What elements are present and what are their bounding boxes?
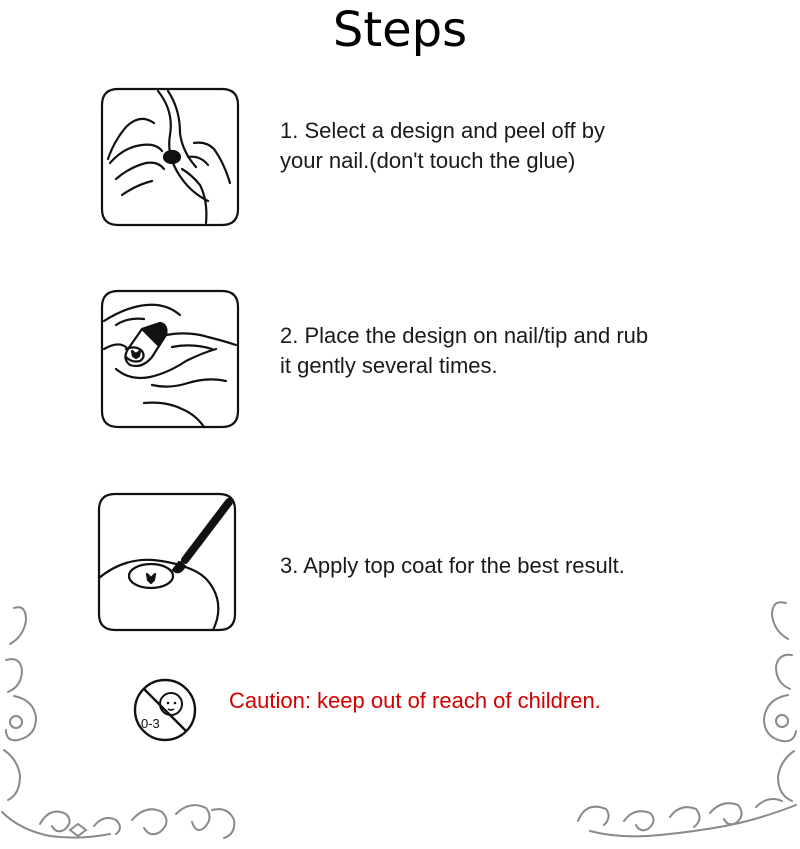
step-3-text [280, 551, 750, 581]
right-scroll-ornament [560, 595, 800, 849]
place-rub-nail-icon [96, 285, 244, 433]
step-1-line-1: 1. Select a design and peel off by [280, 118, 605, 143]
step-2-line-1: 2. Place the design on nail/tip and rub [280, 323, 649, 348]
caution-text: Caution: keep out of reach of children. [229, 688, 601, 713]
step-3-line-1: 3. Apply top coat for the best result. [280, 553, 625, 578]
step-2-text [280, 321, 750, 381]
step-1-text [280, 116, 750, 176]
step-1-line-2: your nail.(don't touch the glue) [280, 148, 576, 173]
page-title: Steps [332, 2, 468, 58]
step-2-line-2: it gently several times. [280, 353, 498, 378]
peel-off-hands-icon [96, 83, 244, 231]
age-range-text: 0-3 [141, 716, 160, 731]
left-scroll-ornament [0, 600, 250, 849]
